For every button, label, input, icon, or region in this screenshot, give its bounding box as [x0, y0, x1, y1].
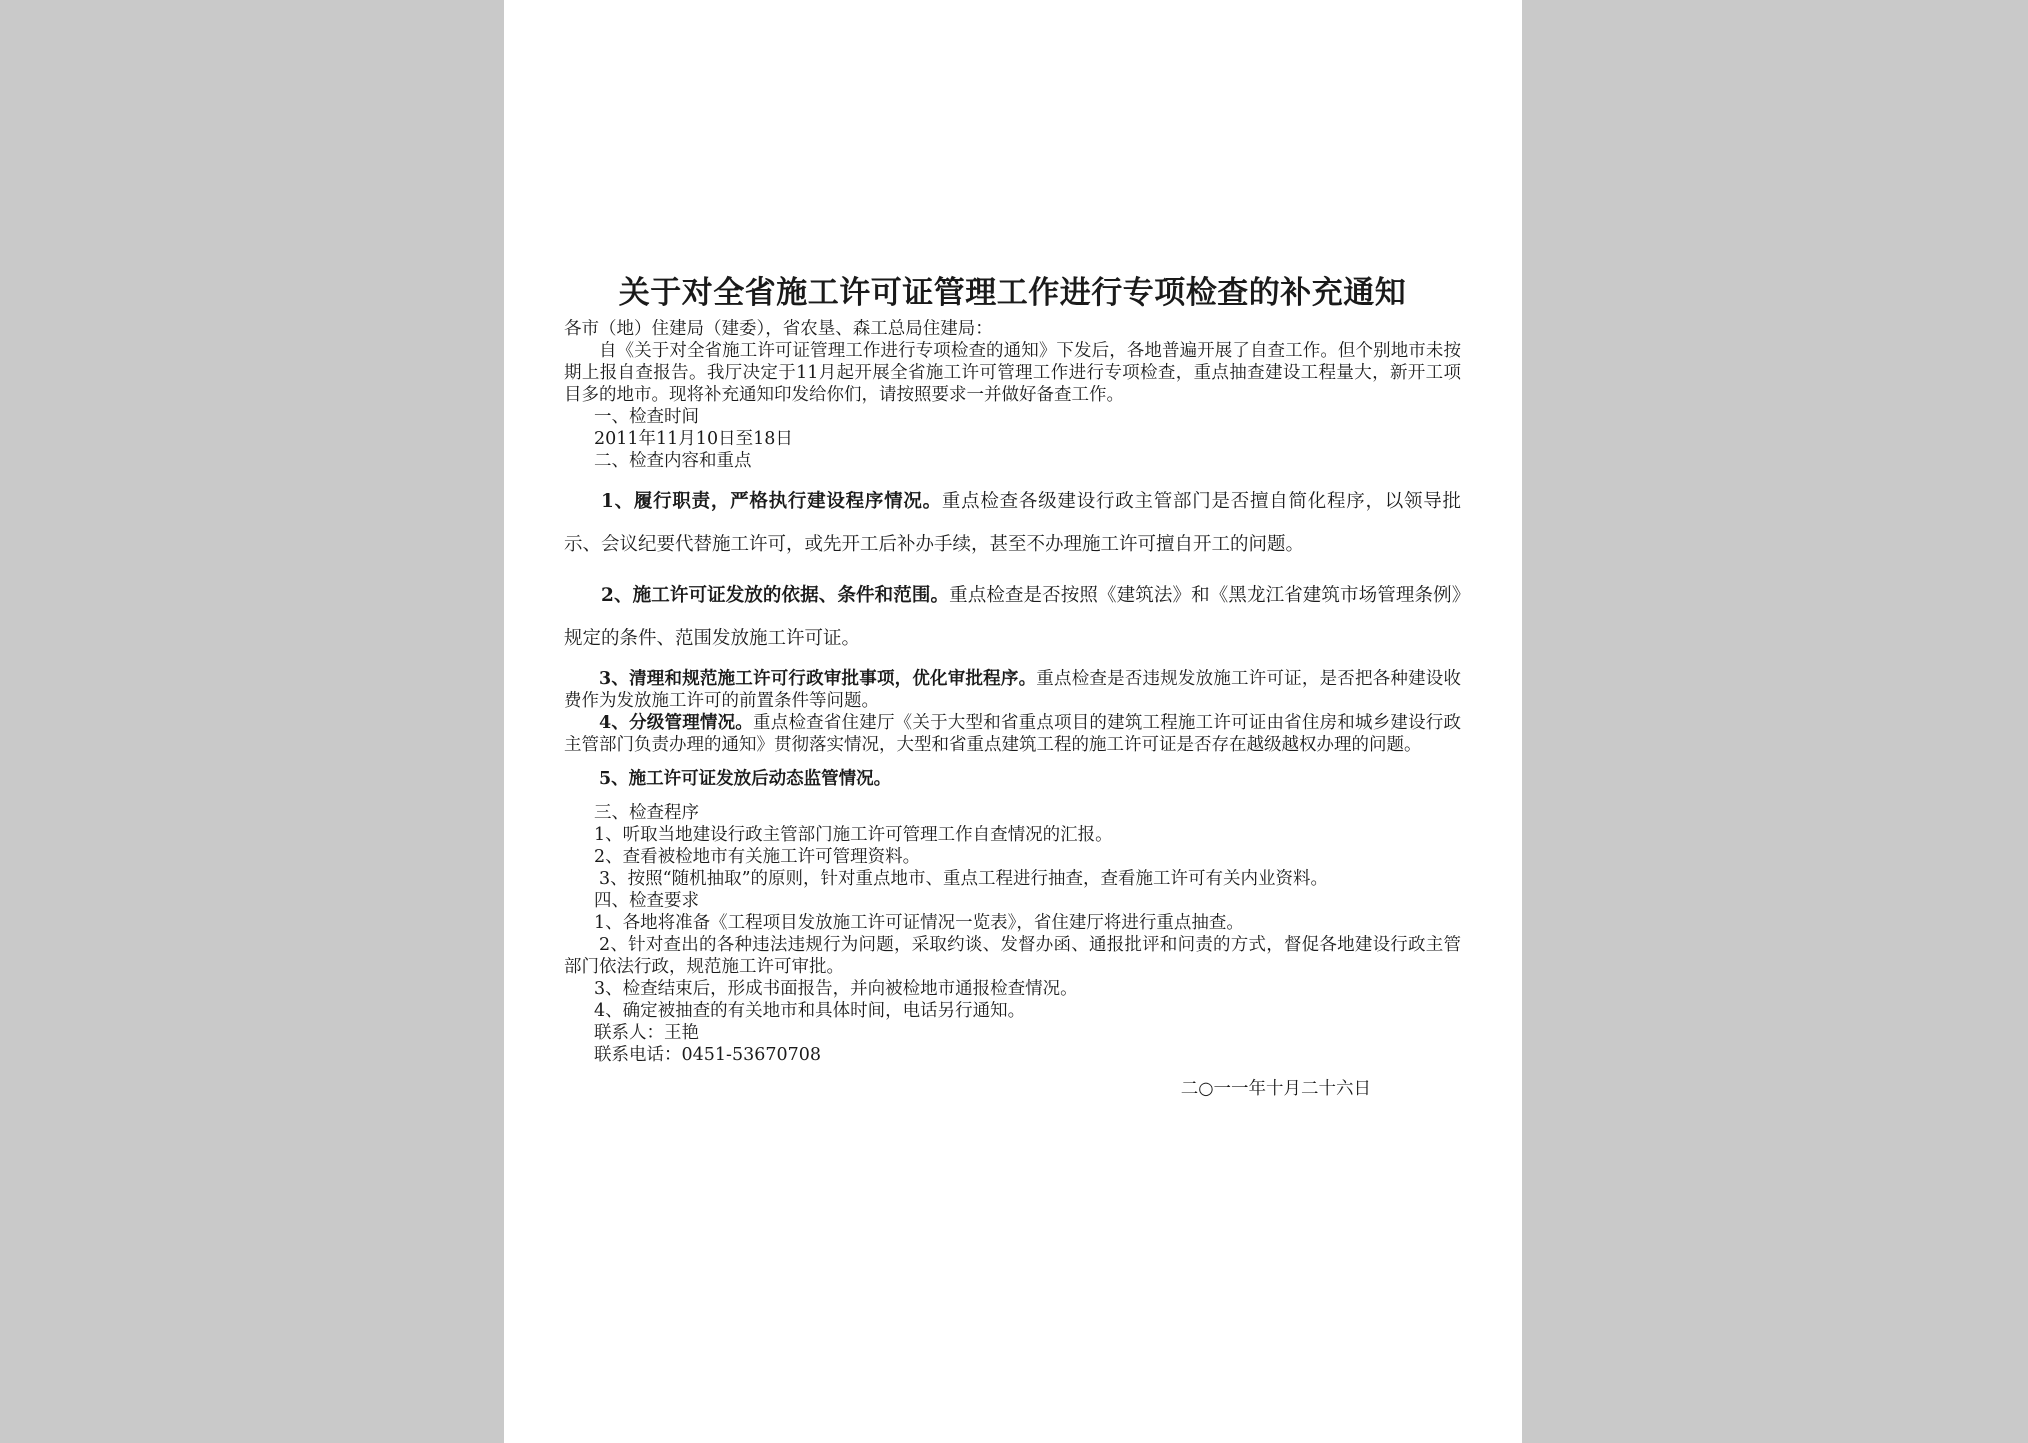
item-5 — [564, 768, 1461, 790]
item-1-text: 重点检查各级建设行政主管部门是否擅自简化程序，以领导批示、会议纪要代替施工许可，或先开工后补办手续，甚至不办理施工许可擅自开工的问题。 — [564, 491, 1461, 555]
document-page — [504, 0, 1522, 1443]
item-4-heading: 4、分级管理情况。 — [599, 713, 754, 733]
contact-person: 联系人：王艳 — [594, 1023, 699, 1043]
item-4 — [564, 712, 1461, 756]
section-3-heading: 三、检查程序 — [594, 803, 699, 823]
contact-phone: 联系电话：0451-53670708 — [594, 1045, 822, 1065]
issue-date: 二○一一年十月二十六日 — [1180, 1079, 1371, 1099]
item-3 — [564, 668, 1461, 712]
item-3-text: 重点检查是否违规发放施工许可证，是否把各种建设收费作为发放施工许可的前置条件等问题。 — [564, 669, 1461, 711]
item-1 — [564, 480, 1461, 566]
section-4-item-3: 3、检查结束后，形成书面报告，并向被检地市通报检查情况。 — [594, 979, 1078, 999]
document-title: 关于对全省施工许可证管理工作进行专项检查的补充通知 — [618, 275, 1407, 311]
item-5-heading: 5、施工许可证发放后动态监管情况。 — [599, 769, 892, 789]
section-4-item-1: 1、各地将准备《工程项目发放施工许可证情况一览表》，省住建厅将进行重点抽查。 — [594, 913, 1244, 933]
document-body — [564, 272, 1461, 1100]
section-2-heading: 二、检查内容和重点 — [594, 451, 752, 471]
item-4-text: 重点检查省住建厅《关于大型和省重点项目的建筑工程施工许可证由省住房和城乡建设行政主管部门负责办理的通知》贯彻落实情况，大型和省重点建筑工程的施工许可证是否存在越级越权办理的问题。 — [564, 713, 1462, 755]
section-3-item-1: 1、听取当地建设行政主管部门施工许可管理工作自查情况的汇报。 — [594, 825, 1113, 845]
section-1-heading: 一、检查时间 — [594, 407, 699, 427]
salutation: 各市（地）住建局（建委），省农垦、森工总局住建局： — [564, 319, 993, 339]
inspection-time: 2011年11月10日至18日 — [594, 429, 793, 449]
section-4-item-4: 4、确定被抽查的有关地市和具体时间，电话另行通知。 — [594, 1001, 1026, 1021]
item-2-heading: 2、施工许可证发放的依据、条件和范围。 — [601, 585, 950, 606]
item-2-text: 重点检查是否按照《建筑法》和《黑龙江省建筑市场管理条例》规定的条件、范围发放施工许可证。 — [564, 585, 1461, 649]
section-4-item-2: 2、针对查出的各种违法违规行为问题，采取约谈、发督办函、通报批评和问责的方式，督促各地建设行政主管部门依法行政，规范施工许可审批。 — [564, 935, 1461, 977]
section-4-heading: 四、检查要求 — [594, 891, 699, 911]
item-3-heading: 3、清理和规范施工许可行政审批事项，优化审批程序。 — [599, 669, 1037, 689]
intro-paragraph: 自《关于对全省施工许可证管理工作进行专项检查的通知》下发后，各地普遍开展了自查工作。但个别地市未按期上报自查报告。我厅决定于11月起开展全省施工许可管理工作进行专项检查，重点抽查建设工程量大，新开工项目多的地市。现将补充通知印发给你们，请按照要求一并做好备查工作。 — [564, 341, 1461, 405]
section-3-item-2: 2、查看被检地市有关施工许可管理资料。 — [594, 847, 921, 867]
section-3-item-3: 3、按照“随机抽取”的原则，针对重点地市、重点工程进行抽查，查看施工许可有关内业资料。 — [599, 869, 1329, 889]
item-1-heading: 1、履行职责，严格执行建设程序情况。 — [601, 491, 942, 512]
item-2 — [564, 574, 1461, 660]
